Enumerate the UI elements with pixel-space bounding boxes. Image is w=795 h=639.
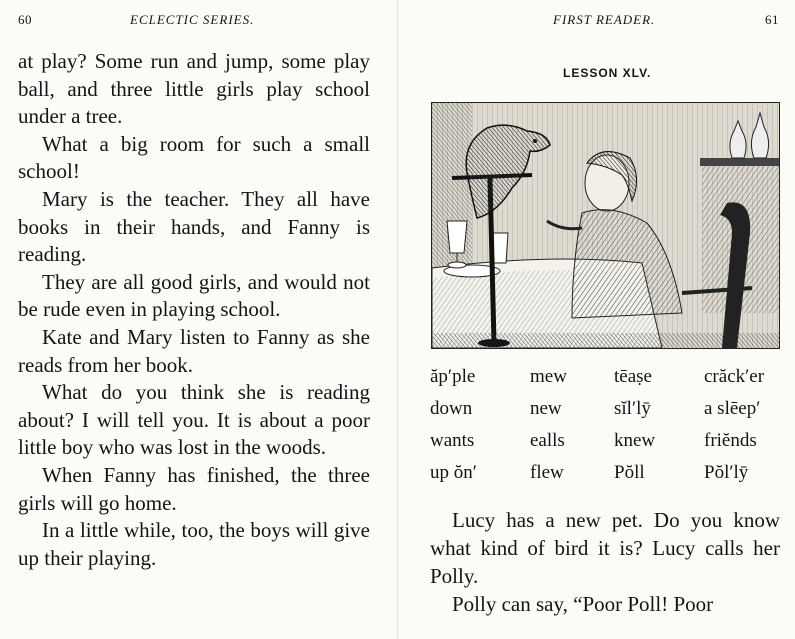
paragraph: What a big room for such a small school!: [18, 131, 370, 184]
left-page-number: 60: [18, 12, 32, 27]
vocabulary-row: [430, 366, 790, 398]
vocabulary-list: [430, 366, 790, 494]
paragraph: Mary is the teacher. They all have books in their hands, and Fanny is reading.: [18, 186, 370, 267]
paragraph: Polly can say, “Poor Poll! Poor: [452, 592, 714, 616]
vocabulary-row: [430, 430, 790, 462]
vocabulary-word: flew: [530, 462, 564, 483]
vocabulary-word: mew: [530, 366, 567, 387]
vocabulary-word: friĕnds: [704, 430, 757, 451]
vocabulary-word: a slēep′: [704, 398, 761, 419]
vocabulary-word: knew: [614, 430, 656, 451]
paragraph: at play? Some run and jump, some play ball, and three little girls play school under a tree.: [18, 49, 370, 129]
engraving-illustration: [431, 102, 780, 349]
paragraph: What do you think she is reading about? I will tell you. It is about a poor little boy who was lost in the woods.: [18, 380, 370, 460]
vocabulary-word: crăck′er: [704, 366, 765, 387]
right-body-text: [430, 506, 780, 618]
right-running-head: FIRST READER.: [553, 12, 656, 27]
paragraph: When Fanny has finished, the three girls will go home.: [18, 462, 370, 515]
vocabulary-word: new: [530, 398, 562, 419]
vocabulary-word: Pŏll: [614, 462, 645, 483]
lesson-title: LESSON XLV.: [563, 66, 652, 80]
vocabulary-word: wants: [430, 430, 475, 451]
paragraph: Lucy has a new pet. Do you know what kind of bird it is? Lucy calls her Polly.: [430, 508, 780, 588]
vocabulary-word: ealls: [530, 430, 565, 451]
vocabulary-row: [430, 398, 790, 430]
paragraph: In a little while, too, the boys will give up their playing.: [18, 518, 370, 570]
page-gutter: [397, 0, 398, 639]
vocabulary-word: down: [430, 398, 473, 419]
right-page-number: 61: [765, 12, 779, 27]
vocabulary-word: Pŏl′lȳ: [704, 462, 749, 483]
left-body-text: [18, 48, 370, 572]
vocabulary-row: [430, 462, 790, 494]
girl-with-parrot-illustration: [432, 103, 779, 348]
paragraph: Kate and Mary listen to Fanny as she reads from her book.: [18, 324, 370, 377]
vocabulary-word: ăp′ple: [430, 366, 476, 387]
vocabulary-word: sĭl′lȳ: [614, 398, 651, 419]
vocabulary-word: up ŏn′: [430, 462, 477, 483]
paragraph: They are all good girls, and would not be rude even in playing school.: [18, 269, 370, 322]
left-running-head: ECLECTIC SERIES.: [130, 12, 255, 27]
vocabulary-word: tēaṣe: [614, 366, 652, 387]
